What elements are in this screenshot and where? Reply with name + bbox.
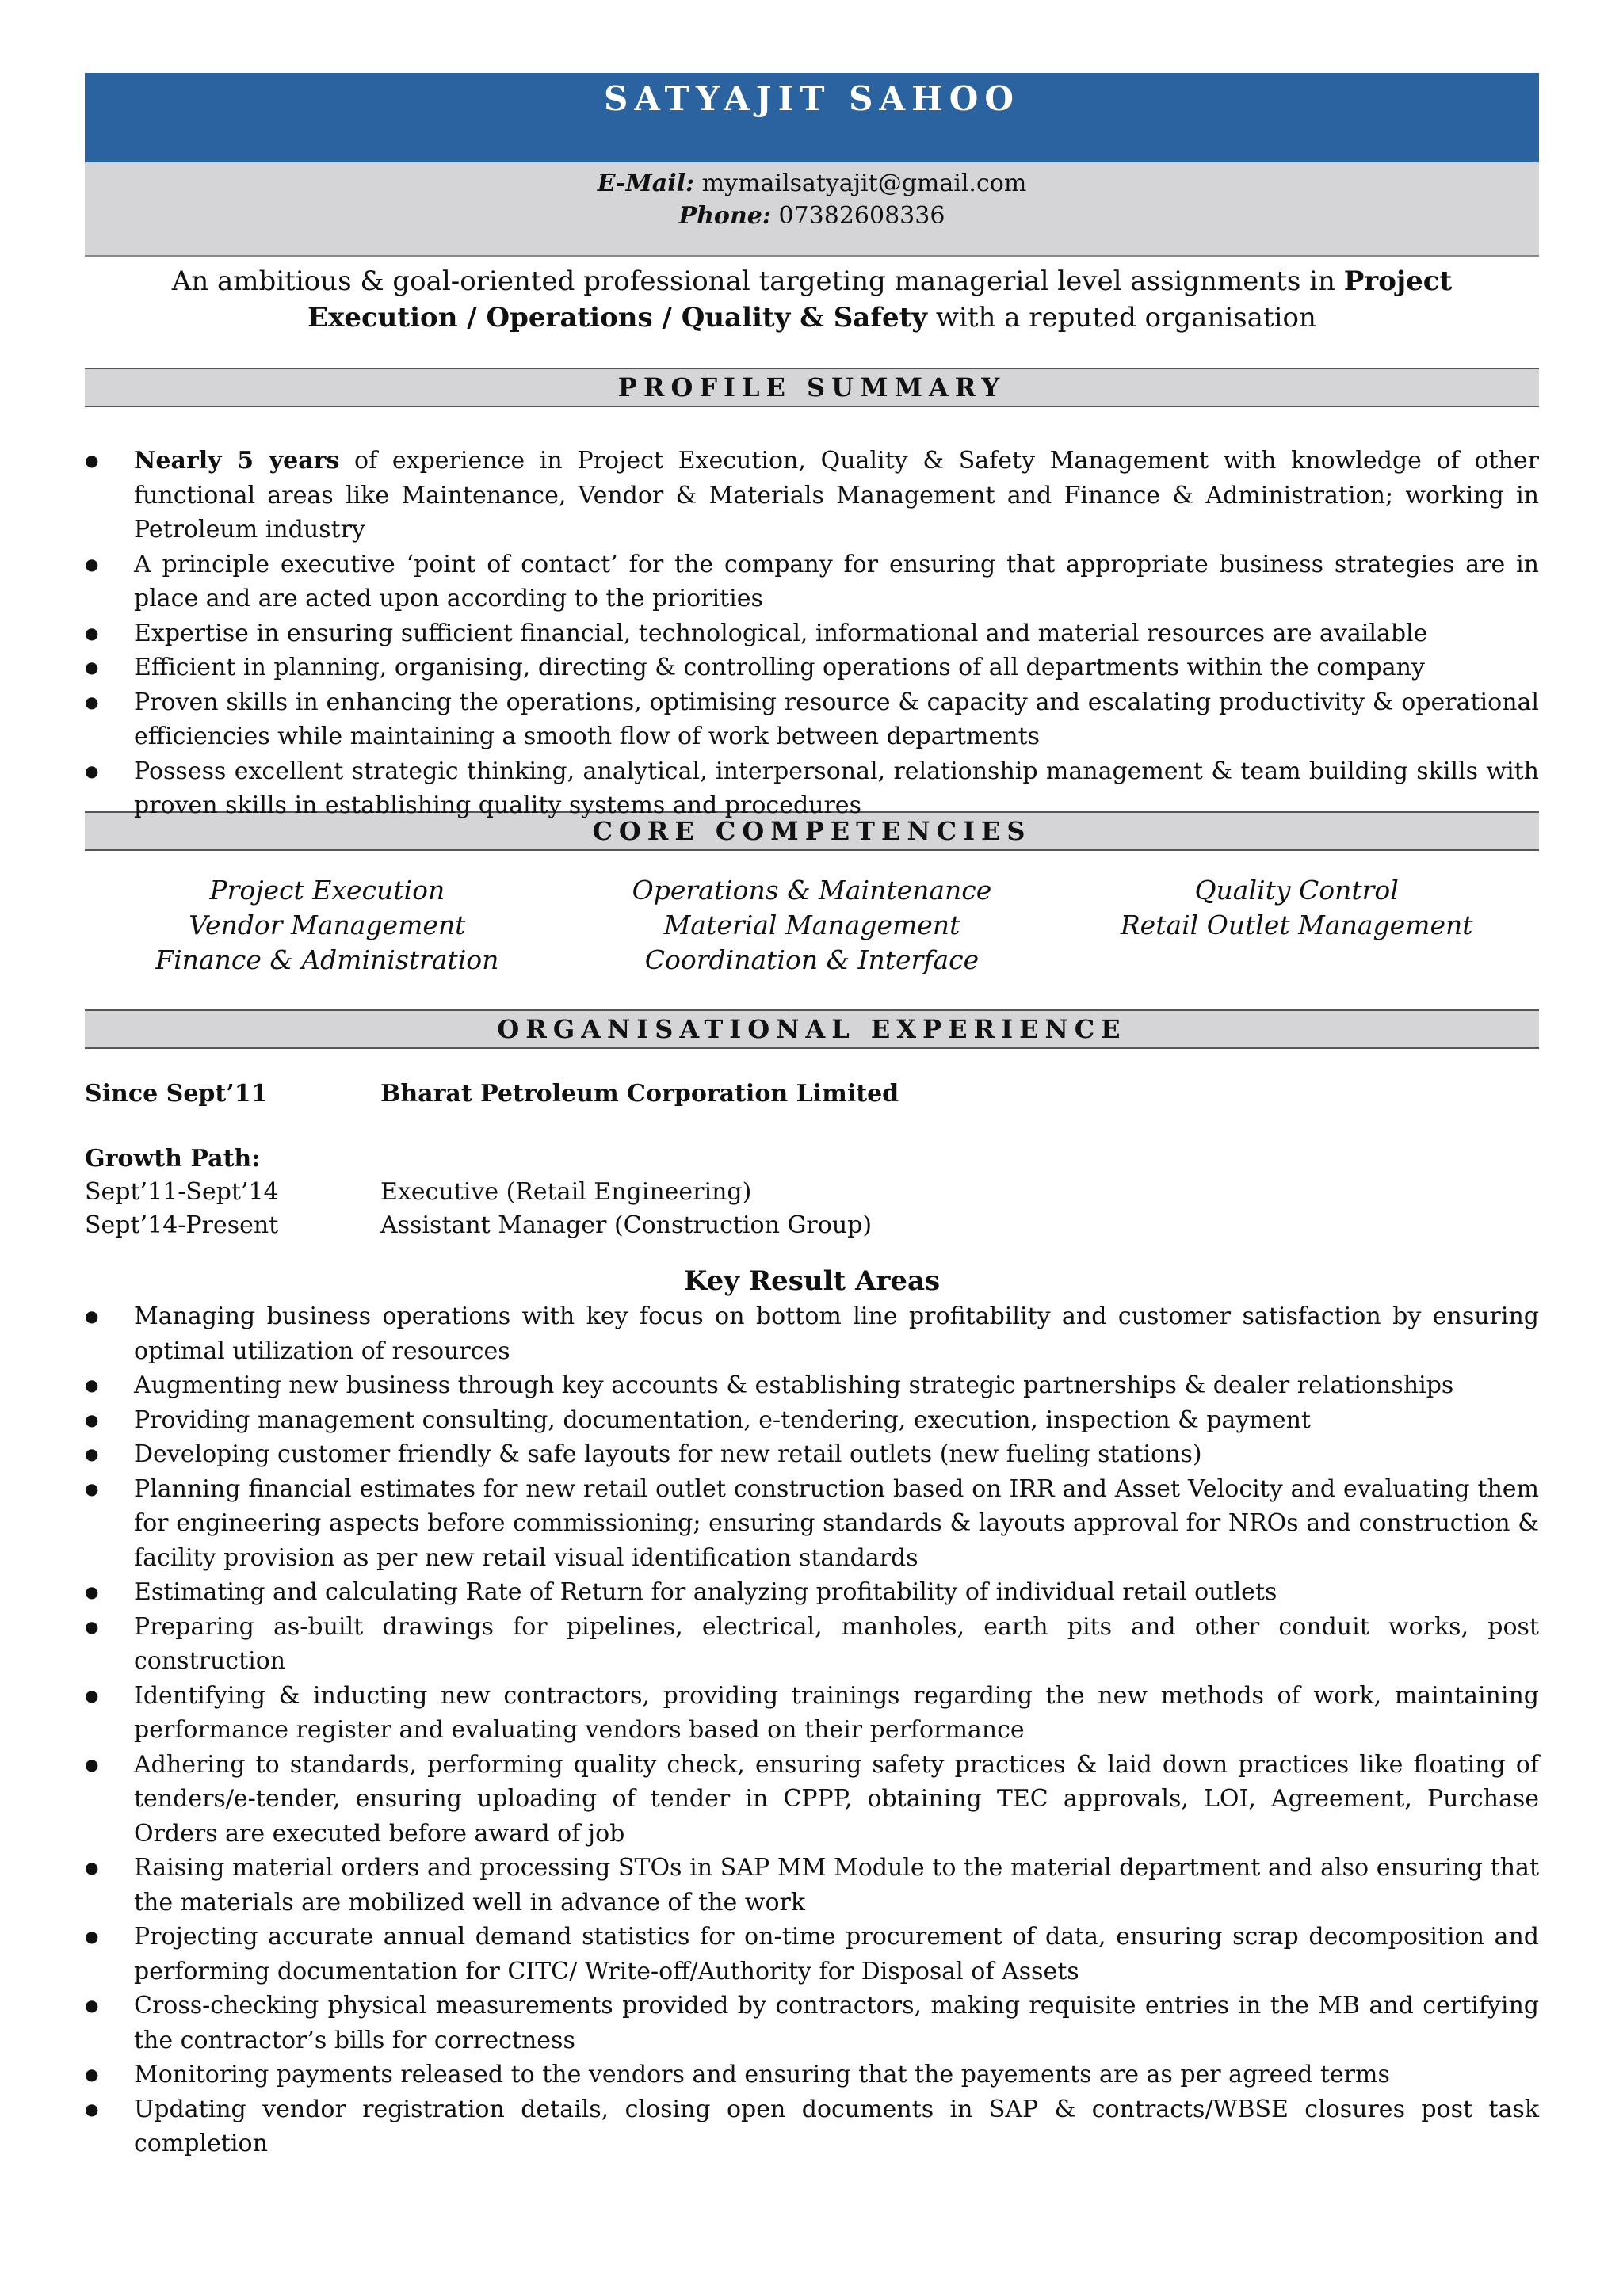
- organisational-experience-heading: ORGANISATIONAL EXPERIENCE: [85, 1009, 1539, 1049]
- growth-path-row: [85, 1176, 1539, 1209]
- kra-item: ● Projecting accurate annual demand statistics for on-time procurement of data, ensuring scrap decomposition and performing documentation for CITC/ Write-off/Authority for Disposal of Assets: [85, 1920, 1539, 1989]
- name-header: SATYAJIT SAHOO: [85, 73, 1539, 162]
- growth-role: Executive (Retail Engineering): [380, 1178, 752, 1206]
- summary-item: ● Nearly 5 years of experience in Project Execution, Quality & Safety Management with knowledge of other functional areas like Maintenance, Vendor & Materials Management and Finance & Administration; working in Petroleum industry: [85, 444, 1539, 547]
- email-value: mymailsatyajit@gmail.com: [701, 170, 1027, 197]
- employment-row: [85, 1077, 1539, 1111]
- competency-item: Vendor Management: [189, 910, 466, 940]
- competency-item: Project Execution: [209, 875, 445, 906]
- phone-label: Phone:: [678, 202, 771, 230]
- core-competencies-heading: CORE COMPETENCIES: [85, 811, 1539, 851]
- email-label: E-Mail:: [597, 170, 695, 197]
- competency-item: Retail Outlet Management: [1120, 910, 1473, 940]
- competency-item: Finance & Administration: [155, 944, 499, 975]
- competency-item: Quality Control: [1194, 875, 1399, 906]
- kra-item: ● Augmenting new business through key accounts & establishing strategic partnerships & dealer relationships: [85, 1368, 1539, 1403]
- kra-item: ● Updating vendor registration details, closing open documents in SAP & contracts/WBSE closures post task completion: [85, 2092, 1539, 2161]
- resume-page: [85, 73, 1539, 2161]
- employment-since: Since Sept’11: [85, 1080, 268, 1108]
- growth-period: Sept’14-Present: [85, 1211, 279, 1239]
- profile-summary-list: [85, 407, 1539, 819]
- summary-item: ● Possess excellent strategic thinking, analytical, interpersonal, relationship management & team building skills with proven skills in establishing quality systems and procedures: [85, 754, 1539, 823]
- growth-path-label: Growth Path:: [85, 1145, 261, 1173]
- kra-item: ● Preparing as-built drawings for pipelines, electrical, manholes, earth pits and other conduit works, post construction: [85, 1610, 1539, 1679]
- summary-item: ● Proven skills in enhancing the operations, optimising resource & capacity and escalating productivity & operational efficiencies while maintaining a smooth flow of work between departments: [85, 685, 1539, 754]
- kra-item: ● Adhering to standards, performing quality check, ensuring safety practices & laid down practices like floating of tenders/e-tender, ensuring uploading of tender in CPPP, obtaining TEC approvals, LOI, Agreement, Purchase Orders are executed before award of job: [85, 1748, 1539, 1852]
- kra-item: ● Cross-checking physical measurements provided by contractors, making requisite entries in the MB and certifying the contractor’s bills for correctness: [85, 1989, 1539, 2058]
- growth-role: Assistant Manager (Construction Group): [380, 1211, 873, 1239]
- profile-summary-heading: PROFILE SUMMARY: [85, 368, 1539, 407]
- competency-item: Material Management: [663, 910, 960, 940]
- growth-period: Sept’11-Sept’14: [85, 1178, 279, 1206]
- company-name: Bharat Petroleum Corporation Limited: [380, 1080, 899, 1108]
- summary-item: ● A principle executive ‘point of contact’ for the company for ensuring that appropriate business strategies are in place and are acted upon according to the priorities: [85, 547, 1539, 616]
- competency-column: [1054, 873, 1539, 984]
- kra-item: ● Managing business operations with key focus on bottom line profitability and customer satisfaction by ensuring optimal utilization of resources: [85, 1299, 1539, 1368]
- competency-item: Coordination & Interface: [644, 944, 980, 975]
- kra-item: ● Developing customer friendly & safe layouts for new retail outlets (new fueling stations): [85, 1437, 1539, 1472]
- competency-item: Operations & Maintenance: [632, 875, 992, 906]
- core-competencies-grid: [85, 851, 1539, 1009]
- kra-item: ● Monitoring payments released to the vendors and ensuring that the payements are as per agreed terms: [85, 2058, 1539, 2092]
- kra-item: ● Raising material orders and processing STOs in SAP MM Module to the material department and also ensuring that the materials are mobilized well in advance of the work: [85, 1851, 1539, 1920]
- kra-item: ● Providing management consulting, documentation, e-tendering, execution, inspection & payment: [85, 1403, 1539, 1438]
- competency-column: [570, 873, 1055, 984]
- objective-statement: An ambitious & goal-oriented professional targeting managerial level assignments in Project Execution / Operations / Quality & Safety with a reputed organisation: [171, 265, 1453, 334]
- summary-item: ● Expertise in ensuring sufficient financial, technological, informational and material resources are available: [85, 616, 1539, 651]
- growth-path-list: [85, 1176, 1539, 1242]
- contact-block: [85, 162, 1539, 257]
- phone-value: 07382608336: [778, 202, 945, 230]
- kra-list: [85, 1299, 1539, 2161]
- kra-item: ● Planning financial estimates for new retail outlet construction based on IRR and Asset Velocity and evaluating them for engineering aspects before commissioning; ensuring standards & layouts approval for NROs and construction & facility provision as per new retail visual identification standards: [85, 1472, 1539, 1576]
- kra-title: Key Result Areas: [683, 1265, 941, 1297]
- competency-column: [85, 873, 570, 984]
- growth-path-row: [85, 1209, 1539, 1242]
- kra-item: ● Identifying & inducting new contractors, providing trainings regarding the new methods of work, maintaining performance register and evaluating vendors based on their performance: [85, 1679, 1539, 1748]
- kra-item: ● Estimating and calculating Rate of Return for analyzing profitability of individual retail outlets: [85, 1575, 1539, 1610]
- summary-item: ● Efficient in planning, organising, directing & controlling operations of all departments within the company: [85, 650, 1539, 685]
